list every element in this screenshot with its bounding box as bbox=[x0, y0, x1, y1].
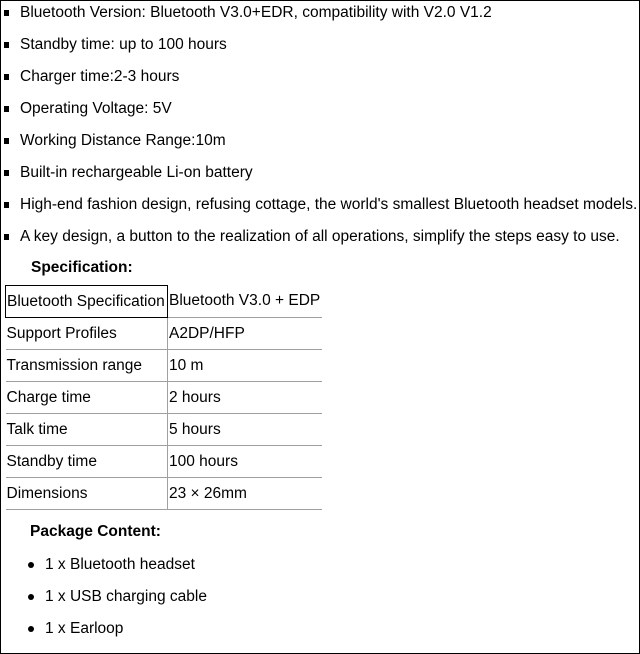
bullet-icon bbox=[28, 626, 34, 632]
table-row bbox=[6, 350, 322, 382]
list-item bbox=[1, 97, 637, 129]
table-row bbox=[6, 478, 322, 510]
package-content-heading: Package Content: bbox=[30, 523, 161, 540]
spec-label: Bluetooth Specification bbox=[6, 286, 168, 318]
feature-text: High-end fashion design, refusing cottage, the world's smallest Bluetooth headset models. bbox=[20, 196, 638, 213]
list-item bbox=[1, 33, 637, 65]
bullet-icon bbox=[4, 42, 9, 48]
list-item bbox=[1, 1, 637, 33]
feature-text: Built-in rechargeable Li-on battery bbox=[20, 164, 253, 181]
package-item-text: 1 x Earloop bbox=[45, 620, 124, 637]
table-row bbox=[6, 318, 322, 350]
list-item bbox=[1, 617, 207, 649]
feature-text: Operating Voltage: 5V bbox=[20, 100, 172, 117]
table-row bbox=[6, 382, 322, 414]
bullet-icon bbox=[4, 202, 9, 208]
specification-heading: Specification: bbox=[31, 259, 133, 276]
list-item bbox=[1, 193, 637, 225]
bullet-icon bbox=[28, 594, 34, 600]
spec-label: Transmission range bbox=[6, 350, 168, 382]
spec-value: 100 hours bbox=[168, 446, 322, 478]
bullet-icon bbox=[4, 138, 9, 144]
table-row bbox=[6, 446, 322, 478]
spec-label: Dimensions bbox=[6, 478, 168, 510]
spec-label: Standby time bbox=[6, 446, 168, 478]
list-item bbox=[1, 129, 637, 161]
specification-table bbox=[5, 285, 322, 510]
spec-label: Support Profiles bbox=[6, 318, 168, 350]
feature-text: Charger time:2-3 hours bbox=[20, 68, 180, 85]
feature-text: Bluetooth Version: Bluetooth V3.0+EDR, compatibility with V2.0 V1.2 bbox=[20, 4, 492, 21]
list-item bbox=[1, 225, 637, 257]
bullet-icon bbox=[4, 10, 9, 16]
bullet-icon bbox=[4, 106, 9, 112]
table-row bbox=[6, 286, 322, 318]
feature-text: Standby time: up to 100 hours bbox=[20, 36, 227, 53]
spec-label: Talk time bbox=[6, 414, 168, 446]
package-item-text: 1 x USB charging cable bbox=[45, 588, 207, 605]
spec-value: 2 hours bbox=[168, 382, 322, 414]
feature-text: A key design, a button to the realization of all operations, simplify the steps easy to use. bbox=[20, 228, 620, 245]
spec-value: 10 m bbox=[168, 350, 322, 382]
spec-value: 23 × 26mm bbox=[168, 478, 322, 510]
list-item bbox=[1, 65, 637, 97]
spec-value: Bluetooth V3.0 + EDP bbox=[168, 286, 322, 318]
list-item bbox=[1, 585, 207, 617]
bullet-icon bbox=[4, 74, 9, 80]
feature-list bbox=[1, 1, 637, 257]
list-item bbox=[1, 161, 637, 193]
spec-value: A2DP/HFP bbox=[168, 318, 322, 350]
list-item bbox=[1, 553, 207, 585]
spec-value: 5 hours bbox=[168, 414, 322, 446]
package-list bbox=[1, 553, 207, 649]
feature-text: Working Distance Range:10m bbox=[20, 132, 226, 149]
package-item-text: 1 x Bluetooth headset bbox=[45, 556, 195, 573]
bullet-icon bbox=[4, 234, 9, 240]
table-row bbox=[6, 414, 322, 446]
bullet-icon bbox=[28, 562, 34, 568]
spec-label: Charge time bbox=[6, 382, 168, 414]
bullet-icon bbox=[4, 170, 9, 176]
